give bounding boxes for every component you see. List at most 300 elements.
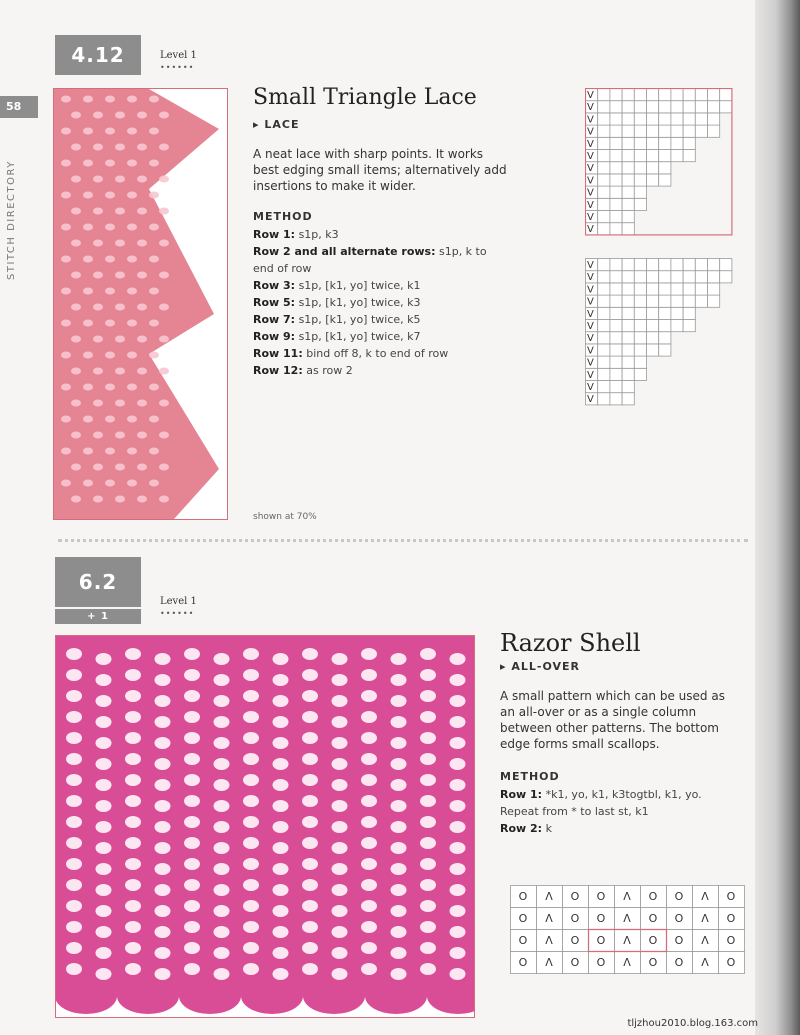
lace-hole [105, 480, 115, 487]
chart-cell [622, 186, 634, 198]
lace-hole [61, 384, 71, 391]
lace-hole [184, 669, 200, 681]
slip-stitch-symbol: V [587, 151, 594, 162]
lace-hole [83, 224, 93, 231]
chart-cell [622, 137, 634, 149]
lace-hole [149, 224, 159, 231]
lace-hole [332, 842, 348, 854]
lace-hole [105, 448, 115, 455]
lace-hole [93, 208, 103, 215]
pattern-description: A neat lace with sharp points. It works best edging small items; alternatively add insertions to make it wider. [253, 147, 507, 193]
lace-hole [184, 753, 200, 765]
chart-symbol: O [596, 934, 606, 947]
lace-hole [125, 816, 141, 828]
stitch-photo [53, 88, 228, 520]
lace-hole [391, 758, 407, 770]
lace-hole [71, 144, 81, 151]
lace-hole [159, 112, 169, 119]
chart-cell [683, 89, 695, 101]
lace-hole [127, 352, 137, 359]
stitch-chart [510, 885, 746, 983]
chart-cell [647, 332, 659, 344]
lace-hole [159, 464, 169, 471]
lace-hole [125, 753, 141, 765]
chart-cell [659, 113, 671, 125]
lace-hole [243, 648, 259, 660]
lace-hole [71, 272, 81, 279]
lace-hole [61, 224, 71, 231]
chart-cell [671, 320, 683, 332]
lace-hole [61, 160, 71, 167]
lace-hole [61, 192, 71, 199]
chart-cell [659, 344, 671, 356]
lace-hole [159, 208, 169, 215]
chart-cell [671, 295, 683, 307]
lace-hole [243, 669, 259, 681]
chart-cell [610, 332, 622, 344]
lace-hole [450, 653, 466, 665]
lace-hole [127, 192, 137, 199]
slip-stitch-symbol: V [587, 224, 594, 236]
knit-body [56, 636, 474, 996]
lace-hole [420, 921, 436, 933]
lace-hole [450, 884, 466, 896]
watermark-text: tljzhou2010.blog.163.com [627, 1018, 758, 1029]
lace-hole [391, 653, 407, 665]
level-dots: •••••• [160, 609, 195, 618]
lace-hole [184, 963, 200, 975]
chart-cell [647, 344, 659, 356]
chart-cell [598, 259, 610, 271]
chart-cell [598, 186, 610, 198]
lace-hole [361, 711, 377, 723]
chart-cell [610, 259, 622, 271]
lace-hole [96, 674, 112, 686]
photo-caption: shown at 70% [253, 512, 317, 522]
chart-symbol: Λ [623, 956, 631, 969]
chart-cell [659, 101, 671, 113]
chart-cell [659, 125, 671, 137]
lace-hole [450, 695, 466, 707]
lace-hole [149, 320, 159, 327]
lace-hole [214, 968, 230, 980]
row-label: Row 9: [253, 330, 296, 343]
lace-hole [93, 400, 103, 407]
section-side-label [4, 130, 20, 280]
lace-hole [243, 753, 259, 765]
chart-cell [683, 307, 695, 319]
lace-hole [125, 669, 141, 681]
lace-hole [96, 968, 112, 980]
level-dots: •••••• [160, 63, 195, 72]
lace-hole [214, 905, 230, 917]
chart-cell [598, 393, 610, 405]
chart-cell [622, 89, 634, 101]
chart-cell [647, 125, 659, 137]
lace-hole [61, 288, 71, 295]
chart-cell [683, 113, 695, 125]
lace-hole [149, 416, 159, 423]
lace-hole [71, 368, 81, 375]
row-instruction: s1p, k3 [295, 228, 339, 241]
method-rows [253, 226, 508, 379]
chart-cell [683, 150, 695, 162]
lace-hole [214, 674, 230, 686]
lace-hole [155, 779, 171, 791]
chart-cell [610, 283, 622, 295]
chart-cell [610, 381, 622, 393]
lace-hole [420, 732, 436, 744]
chart-cell [671, 150, 683, 162]
chart-cell [647, 89, 659, 101]
chart-cell [695, 283, 707, 295]
chart-symbol: O [596, 956, 606, 969]
pattern-number-badge: 6.2 [55, 557, 141, 607]
chart-cell [659, 332, 671, 344]
lace-hole [332, 737, 348, 749]
slip-stitch-symbol: V [587, 187, 594, 199]
lace-hole [302, 669, 318, 681]
lace-hole [391, 884, 407, 896]
lace-hole [125, 774, 141, 786]
row-instruction: s1p, [k1, yo] twice, k1 [295, 279, 421, 292]
chart-cell [622, 162, 634, 174]
lace-hole [125, 648, 141, 660]
lace-hole [66, 648, 82, 660]
row-label: Row 1: [500, 788, 543, 801]
chart-cell [683, 295, 695, 307]
lace-hole [273, 968, 289, 980]
chart-cell [708, 271, 720, 283]
lace-hole [137, 144, 147, 151]
lace-hole [273, 821, 289, 833]
lace-hole [273, 779, 289, 791]
lace-hole [302, 858, 318, 870]
lace-hole [361, 963, 377, 975]
lace-hole [273, 947, 289, 959]
lace-hole [137, 304, 147, 311]
lace-hole [127, 384, 137, 391]
lace-hole [127, 96, 137, 103]
lace-hole [96, 905, 112, 917]
lace-hole [137, 432, 147, 439]
chart-cell [634, 162, 646, 174]
lace-hole [93, 304, 103, 311]
lace-body [54, 89, 219, 519]
method-row [253, 311, 508, 328]
lace-hole [159, 272, 169, 279]
scallop [241, 978, 303, 1014]
lace-hole [137, 176, 147, 183]
lace-hole [71, 240, 81, 247]
category-label [500, 660, 580, 673]
pattern-title: Razor Shell [500, 629, 641, 657]
pattern-description: A small pattern which can be used as an all-over or as a single column between other patterns. The bottom edge forms small scallops. [500, 689, 725, 751]
chart-cell [659, 259, 671, 271]
lace-hole [420, 816, 436, 828]
lace-hole [332, 758, 348, 770]
lace-hole [93, 368, 103, 375]
slip-stitch-symbol: V [587, 382, 594, 393]
lace-hole [105, 224, 115, 231]
lace-hole [332, 947, 348, 959]
lace-hole [243, 795, 259, 807]
lace-hole [66, 669, 82, 681]
chart-cell [671, 271, 683, 283]
lace-hole [127, 320, 137, 327]
chart-cell [610, 150, 622, 162]
slip-stitch-symbol: V [587, 175, 594, 187]
lace-hole [273, 674, 289, 686]
lace-hole [159, 304, 169, 311]
chart-cell [647, 150, 659, 162]
lace-hole [361, 942, 377, 954]
lace-hole [125, 879, 141, 891]
chart-cell [708, 113, 720, 125]
lace-hole [127, 160, 137, 167]
lace-hole [61, 128, 71, 135]
chart-cell [610, 89, 622, 101]
lace-hole [115, 368, 125, 375]
lace-hole [273, 695, 289, 707]
level-label: Level 1 [160, 50, 197, 61]
lace-hole [214, 758, 230, 770]
lace-hole [302, 816, 318, 828]
chart-cell [647, 113, 659, 125]
lace-hole [137, 240, 147, 247]
lace-hole [105, 320, 115, 327]
lace-hole [184, 816, 200, 828]
lace-hole [273, 653, 289, 665]
lace-hole [332, 884, 348, 896]
row-label: Row 5: [253, 296, 296, 309]
chart-cell [598, 295, 610, 307]
lace-hole [115, 176, 125, 183]
chart-cell [598, 368, 610, 380]
scallop [365, 978, 427, 1014]
chart-cell [634, 332, 646, 344]
level-label: Level 1 [160, 596, 197, 607]
chart-cell [622, 150, 634, 162]
lace-hole [61, 320, 71, 327]
lace-hole [155, 695, 171, 707]
chart-cell [659, 150, 671, 162]
row-instruction: as row 2 [302, 364, 353, 377]
chart-symbol: O [726, 912, 736, 925]
chart-cell [683, 101, 695, 113]
lace-hole [391, 716, 407, 728]
lace-hole [420, 669, 436, 681]
chart-cell [708, 89, 720, 101]
lace-hole [391, 695, 407, 707]
lace-hole [450, 926, 466, 938]
lace-hole [159, 144, 169, 151]
lace-hole [184, 795, 200, 807]
lace-hole [71, 336, 81, 343]
lace-hole [96, 863, 112, 875]
lace-hole [184, 648, 200, 660]
lace-hole [450, 905, 466, 917]
lace-hole [391, 968, 407, 980]
chart-symbol: O [570, 956, 580, 969]
lace-hole [149, 160, 159, 167]
lace-hole [214, 863, 230, 875]
chart-cell [622, 381, 634, 393]
lace-hole [332, 968, 348, 980]
slip-stitch-symbol: V [587, 260, 594, 271]
chart-cell [634, 125, 646, 137]
chart-cell [610, 174, 622, 186]
lace-hole [214, 800, 230, 812]
lace-hole [361, 774, 377, 786]
lace-hole [115, 272, 125, 279]
slip-stitch-symbol: V [587, 345, 594, 357]
lace-hole [273, 842, 289, 854]
lace-hole [243, 858, 259, 870]
lace-hole [155, 800, 171, 812]
slip-stitch-symbol: V [587, 394, 594, 406]
lace-hole [96, 821, 112, 833]
chart-cell [695, 101, 707, 113]
lace-hole [302, 753, 318, 765]
lace-hole [184, 711, 200, 723]
lace-hole [159, 336, 169, 343]
chart-cell [647, 259, 659, 271]
lace-hole [155, 905, 171, 917]
chart-symbol: O [726, 890, 736, 903]
chart-cell [720, 89, 732, 101]
row-label: Row 3: [253, 279, 296, 292]
chart-cell [634, 295, 646, 307]
lace-hole [71, 208, 81, 215]
slip-stitch-symbol: V [587, 126, 594, 138]
chart-symbol: O [596, 912, 606, 925]
triangle-icon: ▸ [500, 660, 507, 673]
row-instruction: bind off 8, k to end of row [302, 347, 449, 360]
chart-cell [647, 307, 659, 319]
lace-hole [125, 858, 141, 870]
lace-hole [420, 942, 436, 954]
chart-cell [671, 89, 683, 101]
lace-hole [83, 416, 93, 423]
lace-hole [93, 272, 103, 279]
lace-hole [83, 192, 93, 199]
chart-cell [634, 283, 646, 295]
chart-symbol: O [518, 912, 528, 925]
lace-hole [83, 96, 93, 103]
lace-hole [66, 690, 82, 702]
lace-hole [184, 858, 200, 870]
lace-hole [243, 921, 259, 933]
chart-cell [708, 101, 720, 113]
chart-symbol: O [674, 912, 684, 925]
lace-hole [93, 432, 103, 439]
chart-cell [610, 211, 622, 223]
lace-hole [137, 464, 147, 471]
chart-cell [647, 174, 659, 186]
chart-cell [683, 137, 695, 149]
lace-hole [332, 926, 348, 938]
lace-hole [450, 842, 466, 854]
chart-cell [622, 307, 634, 319]
chart-cell [598, 137, 610, 149]
chart-cell [610, 271, 622, 283]
chart-cell [683, 259, 695, 271]
lace-hole [149, 192, 159, 199]
chart-cell [598, 283, 610, 295]
chart-cell [598, 381, 610, 393]
lace-hole [71, 112, 81, 119]
chart-cell [598, 162, 610, 174]
lace-hole [83, 320, 93, 327]
lace-hole [450, 779, 466, 791]
lace-hole [391, 947, 407, 959]
lace-hole [96, 926, 112, 938]
lace-hole [66, 921, 82, 933]
method-row [253, 226, 508, 243]
section-divider [58, 539, 748, 542]
lace-hole [450, 737, 466, 749]
method-row [253, 294, 508, 311]
row-instruction: s1p, [k1, yo] twice, k5 [295, 313, 421, 326]
lace-hole [149, 96, 159, 103]
lace-hole [302, 732, 318, 744]
lace-hole [420, 837, 436, 849]
chart-cell [598, 89, 610, 101]
lace-hole [149, 384, 159, 391]
lace-hole [155, 968, 171, 980]
lace-hole [273, 716, 289, 728]
lace-hole [105, 416, 115, 423]
chart-cell [720, 259, 732, 271]
chart-symbol: O [518, 956, 528, 969]
chart-cell [659, 89, 671, 101]
lace-hole [273, 758, 289, 770]
chart-cell [622, 211, 634, 223]
lace-hole [361, 816, 377, 828]
stitch-photo-art [56, 636, 474, 1017]
lace-hole [243, 711, 259, 723]
lace-hole [155, 926, 171, 938]
chart-cell [622, 125, 634, 137]
lace-hole [243, 732, 259, 744]
chart-symbol: O [648, 956, 658, 969]
lace-hole [96, 758, 112, 770]
chart-cell [622, 356, 634, 368]
method-row [253, 243, 508, 277]
method-row [500, 820, 730, 837]
slip-stitch-symbol: V [587, 102, 594, 114]
lace-hole [105, 256, 115, 263]
chart-cell [598, 344, 610, 356]
chart-cell [598, 101, 610, 113]
lace-hole [96, 716, 112, 728]
lace-hole [155, 737, 171, 749]
lace-hole [105, 384, 115, 391]
chart-symbol: O [518, 934, 528, 947]
chart-cell [622, 344, 634, 356]
lace-hole [96, 800, 112, 812]
lace-hole [105, 288, 115, 295]
chart-cell [622, 101, 634, 113]
chart-symbol: O [570, 912, 580, 925]
lace-hole [273, 905, 289, 917]
lace-hole [127, 224, 137, 231]
row-label: Row 7: [253, 313, 296, 326]
lace-hole [159, 240, 169, 247]
chart-cell [610, 307, 622, 319]
lace-hole [450, 968, 466, 980]
